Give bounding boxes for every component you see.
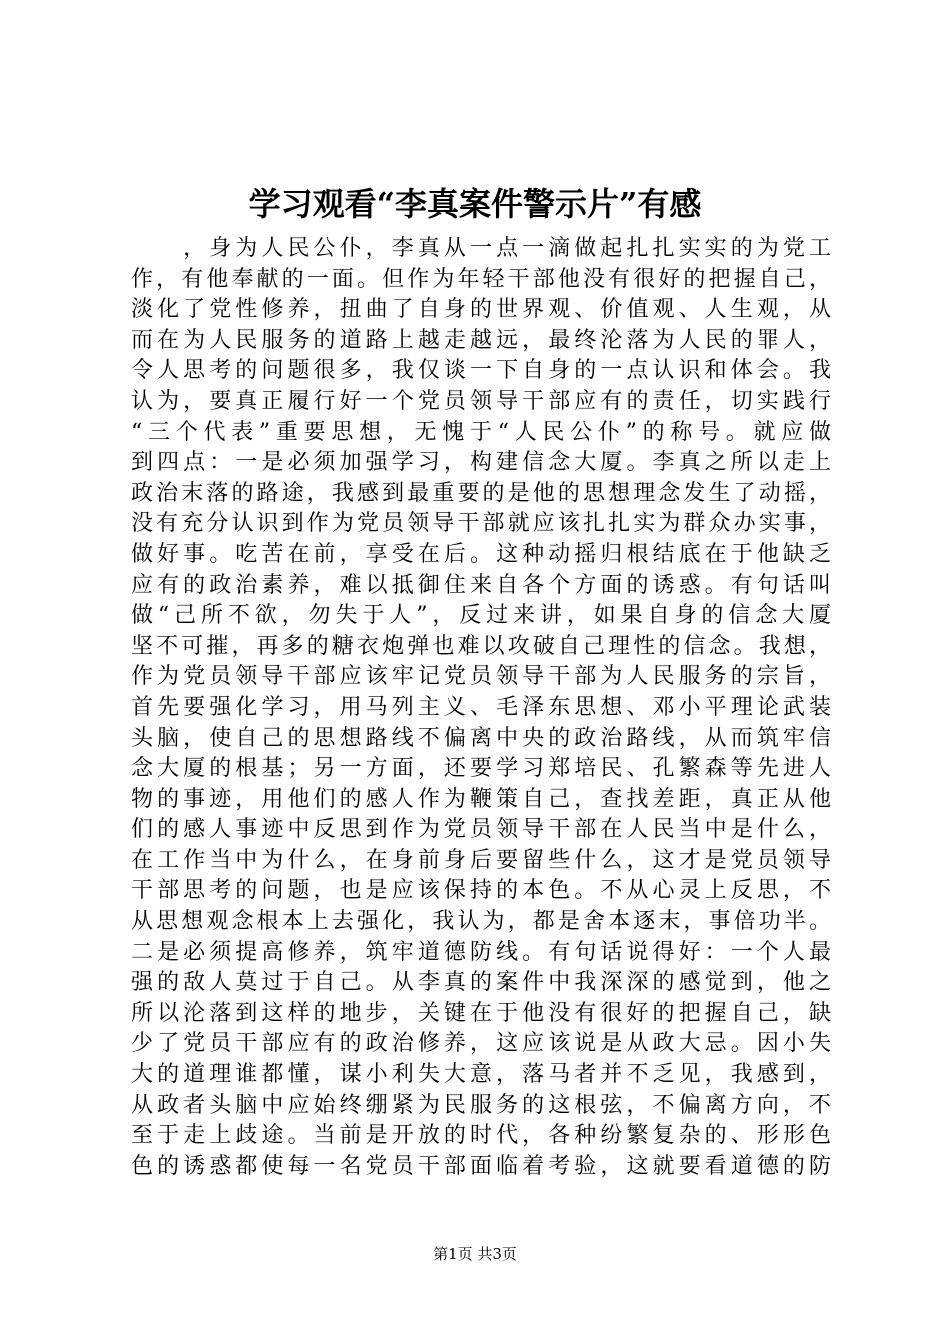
body-line: 淡化了党性修养，扭曲了自身的世界观、价值观、人生观，从 [131,297,831,323]
document-body [131,234,831,1182]
body-line: 做“己所不欲，勿失于人”，反过来讲，如果自身的信念大厦 [131,603,831,629]
body-line: “三个代表”重要思想，无愧于“人民公仆”的称号。就应做 [131,419,831,445]
body-line: 认为，要真正履行好一个党员领导干部应有的责任，切实践行 [131,388,831,414]
body-line: 从思想观念根本上去强化，我认为，都是舍本逐末，事倍功半。 [131,909,831,935]
body-line: 令人思考的问题很多，我仅谈一下自身的一点认识和体会。我 [131,358,831,384]
body-line: 大的道理谁都懂，谋小利失大意，落马者并不乏见，我感到， [131,1062,831,1088]
body-line: 物的事迹，用他们的感人作为鞭策自己，查找差距，真正从他 [131,786,831,812]
body-line: ，身为人民公仆，李真从一点一滴做起扎扎实实的为党工 [131,236,831,261]
body-line: 二是必须提高修养，筑牢道德防线。有句话说得好：一个人最 [131,939,831,965]
body-line: 从政者头脑中应始终绷紧为民服务的这根弦，不偏离方向，不 [131,1092,831,1118]
body-line: 至于走上歧途。当前是开放的时代，各种纷繁复杂的、形形色 [131,1123,831,1149]
body-line: 强的敌人莫过于自己。从李真的案件中我深深的感觉到，他之 [131,970,831,996]
page-footer: 第1页 共3页 [433,1245,517,1263]
body-line: 色的诱惑都使每一名党员干部面临着考验，这就要看道德的防 [131,1153,831,1179]
body-line: 而在为人民服务的道路上越走越远，最终沦落为人民的罪人， [131,327,831,353]
body-line: 作，有他奉献的一面。但作为年轻干部他没有很好的把握自己， [131,266,831,292]
body-line: 作为党员领导干部应该牢记党员领导干部为人民服务的宗旨， [131,664,831,690]
body-line: 念大厦的根基；另一方面，还要学习郑培民、孔繁森等先进人 [131,756,831,782]
body-line: 没有充分认识到作为党员领导干部就应该扎扎实为群众办实事， [131,511,831,537]
body-line: 头脑，使自己的思想路线不偏离中央的政治路线，从而筑牢信 [131,725,831,751]
body-line: 坚不可摧，再多的糖衣炮弹也难以攻破自己理性的信念。我想， [131,633,831,659]
body-line: 首先要强化学习，用马列主义、毛泽东思想、邓小平理论武装 [131,694,831,720]
body-line: 做好事。吃苦在前，享受在后。这种动摇归根结底在于他缺乏 [131,541,831,567]
body-line: 少了党员干部应有的政治修养，这应该说是从政大忌。因小失 [131,1031,831,1057]
body-line: 所以沦落到这样的地步，关键在于他没有很好的把握自己，缺 [131,1000,831,1026]
document-title: 学习观看“李真案件警示片”有感 [248,185,702,223]
body-line: 在工作当中为什么，在身前身后要留些什么，这才是党员领导 [131,847,831,873]
body-line: 干部思考的问题，也是应该保持的本色。不从心灵上反思，不 [131,878,831,904]
body-line: 应有的政治素养，难以抵御住来自各个方面的诱惑。有句话叫 [131,572,831,598]
body-line: 到四点：一是必须加强学习，构建信念大厦。李真之所以走上 [131,450,831,476]
body-line: 政治末落的路途，我感到最重要的是他的思想理念发生了动摇， [131,480,831,506]
body-line: 们的感人事迹中反思到作为党员领导干部在人民当中是什么， [131,817,831,843]
